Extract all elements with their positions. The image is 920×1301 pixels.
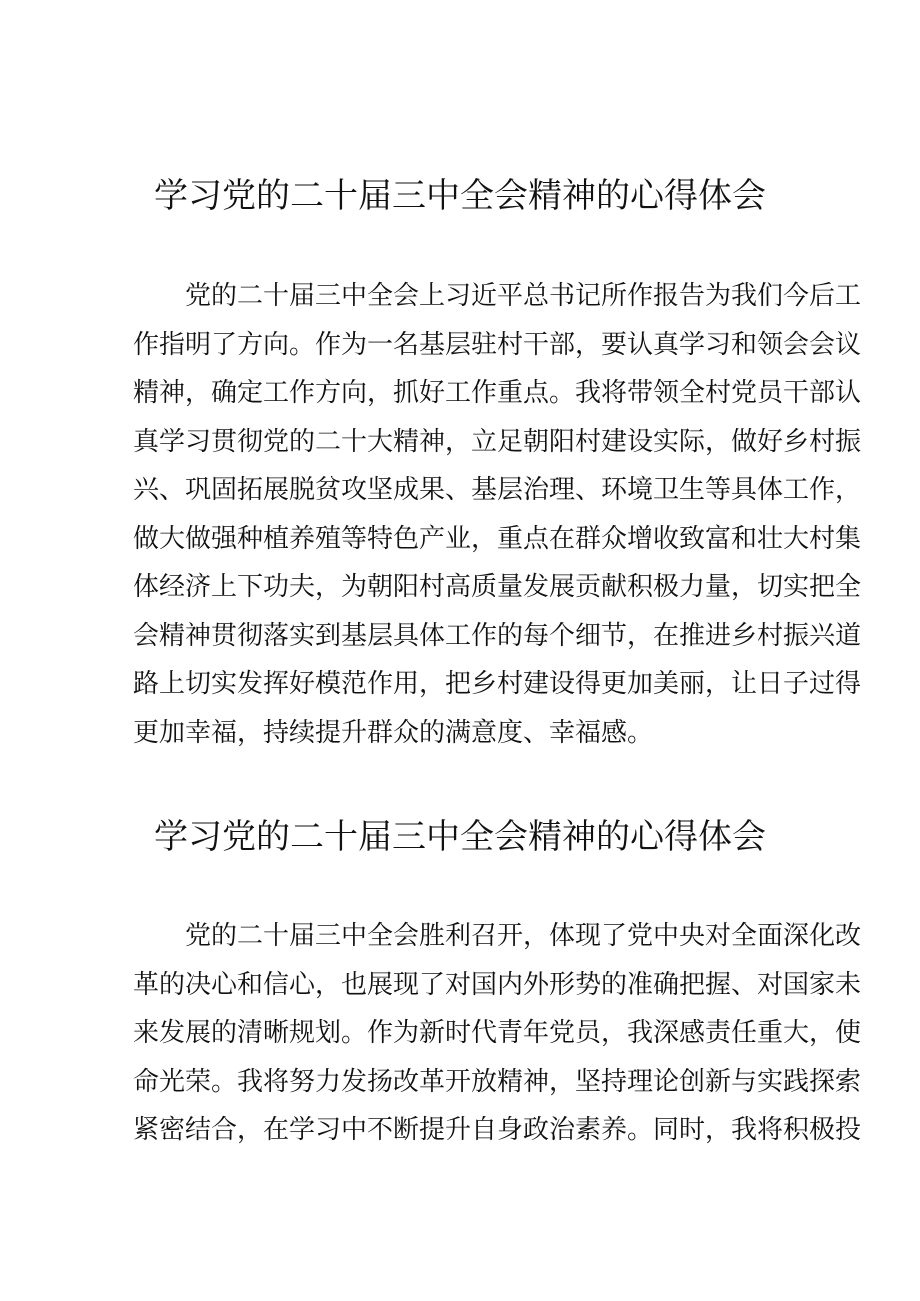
- section-2-title: 学习党的二十届三中全会精神的心得体会: [154, 817, 766, 857]
- paragraph-line: 紧密结合，在学习中不断提升自身政治素养。同时，我将积极投: [133, 1115, 862, 1145]
- paragraph-line: 会精神贯彻落实到基层具体工作的每个细节，在推进乡村振兴道: [133, 620, 862, 651]
- paragraph-line: 兴、巩固拓展脱贫攻坚成果、基层治理、环境卫生等具体工作，: [133, 475, 862, 505]
- paragraph-line: 体经济上下功夫，为朝阳村高质量发展贡献积极力量，切实把全: [133, 572, 862, 602]
- paragraph-line: 路上切实发挥好模范作用，把乡村建设得更加美丽，让日子过得: [133, 669, 862, 699]
- paragraph-line: 真学习贯彻党的二十大精神，立足朝阳村建设实际，做好乡村振: [133, 426, 862, 457]
- section-1-title: 学习党的二十届三中全会精神的心得体会: [154, 176, 766, 216]
- paragraph-line: 更加幸福，持续提升群众的满意度、幸福感。: [133, 717, 654, 748]
- paragraph-line: 做大做强种植养殖等特色产业，重点在群众增收致富和壮大村集: [133, 523, 862, 554]
- paragraph-line: 革的决心和信心，也展现了对国内外形势的准确把握、对国家未: [133, 969, 862, 1000]
- paragraph-line: 作指明了方向。作为一名基层驻村干部，要认真学习和领会会议: [133, 329, 862, 360]
- paragraph-line: 党的二十届三中全会胜利召开，体现了党中央对全面深化改: [185, 921, 862, 951]
- paragraph-line: 精神，确定工作方向，抓好工作重点。我将带领全村党员干部认: [133, 378, 862, 408]
- paragraph-line: 党的二十届三中全会上习近平总书记所作报告为我们今后工: [185, 281, 862, 311]
- section-2-paragraph: [133, 912, 862, 1155]
- paragraph-line: 来发展的清晰规划。作为新时代青年党员，我深感责任重大，使: [133, 1018, 862, 1048]
- paragraph-line: 命光荣。我将努力发扬改革开放精神，坚持理论创新与实践探索: [133, 1066, 862, 1097]
- section-1-paragraph: [133, 272, 862, 757]
